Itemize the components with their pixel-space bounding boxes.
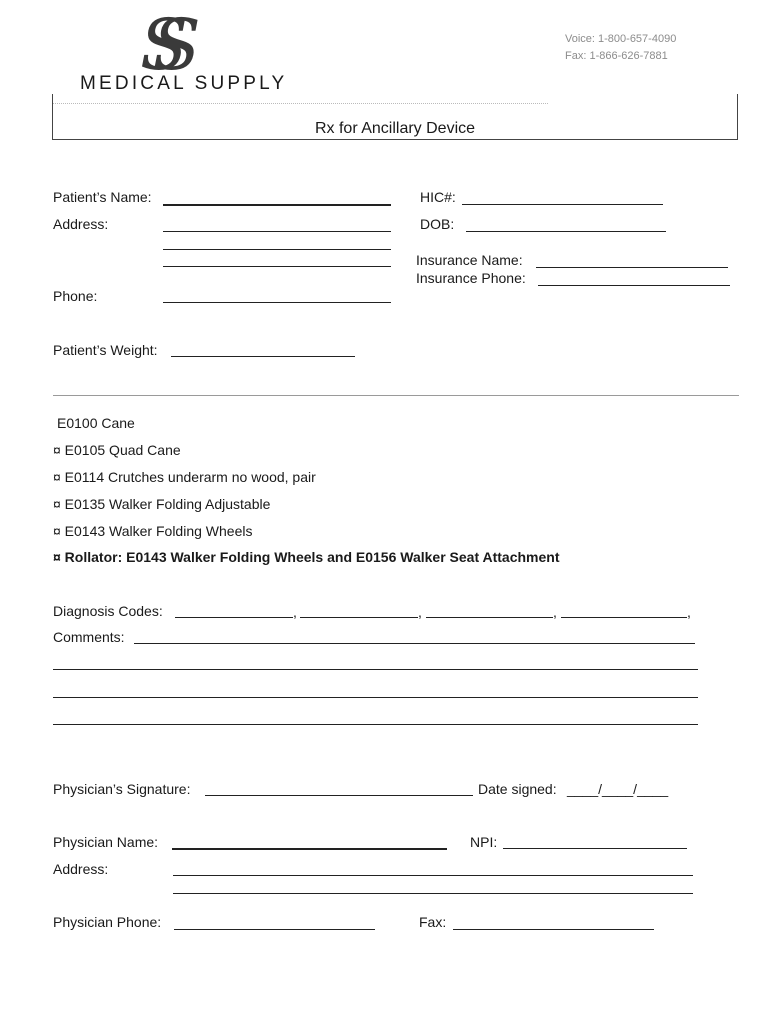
decorative-divider: [53, 103, 548, 104]
diagnosis-separator: ,: [687, 604, 691, 620]
patient-phone-label: Phone:: [53, 288, 98, 304]
device-item-e0105[interactable]: ¤ E0105 Quad Cane: [53, 442, 181, 458]
comments-field-2[interactable]: [53, 669, 698, 670]
diagnosis-code-field-1[interactable]: [175, 617, 293, 618]
contact-voice: Voice: 1-800-657-4090: [565, 33, 677, 45]
patient-address-label: Address:: [53, 216, 109, 232]
patient-address-field-3[interactable]: [163, 266, 391, 267]
diagnosis-code-field-3[interactable]: [426, 617, 553, 618]
patient-address-field-1[interactable]: [163, 231, 391, 232]
comments-label: Comments:: [53, 629, 125, 645]
dob-field[interactable]: [466, 231, 666, 232]
physician-address-label: Address:: [53, 861, 109, 877]
dob-label: DOB:: [420, 216, 455, 232]
insurance-name-label: Insurance Name:: [416, 252, 523, 268]
patient-address-field-2[interactable]: [163, 249, 391, 250]
physician-fax-label: Fax:: [419, 914, 447, 930]
insurance-phone-label: Insurance Phone:: [416, 270, 526, 286]
physician-name-field[interactable]: [172, 848, 447, 850]
diagnosis-separator: ,: [293, 604, 297, 620]
device-item-e0100[interactable]: E0100 Cane: [57, 415, 135, 431]
date-signed-field[interactable]: ____/____/____: [567, 781, 669, 797]
insurance-name-field[interactable]: [536, 267, 728, 268]
diagnosis-separator: ,: [418, 604, 422, 620]
patient-weight-label: Patient’s Weight:: [53, 342, 158, 358]
patient-phone-field[interactable]: [163, 302, 391, 303]
diagnosis-code-field-2[interactable]: [300, 617, 418, 618]
hic-label: HIC#:: [420, 189, 456, 205]
physician-address-field-1[interactable]: [173, 875, 693, 876]
patient-weight-field[interactable]: [171, 356, 355, 357]
section-divider: [53, 395, 739, 396]
logo-name: MEDICAL SUPPLY: [80, 73, 288, 94]
physician-phone-field[interactable]: [174, 929, 375, 930]
hic-field[interactable]: [462, 204, 663, 205]
physician-signature-field[interactable]: [205, 795, 473, 796]
diagnosis-codes-label: Diagnosis Codes:: [53, 603, 163, 619]
physician-fax-field[interactable]: [453, 929, 654, 930]
device-item-rollator[interactable]: ¤ Rollator: E0143 Walker Folding Wheels and E0156 Walker Seat Attachment: [53, 549, 560, 565]
title-box: [52, 94, 738, 140]
physician-phone-label: Physician Phone:: [53, 914, 162, 930]
device-item-e0135[interactable]: ¤ E0135 Walker Folding Adjustable: [53, 496, 271, 512]
diagnosis-code-field-4[interactable]: [561, 617, 687, 618]
npi-label: NPI:: [470, 834, 498, 850]
patient-name-label: Patient’s Name:: [53, 189, 152, 205]
insurance-phone-field[interactable]: [538, 285, 730, 286]
physician-address-field-2[interactable]: [173, 893, 693, 894]
device-item-e0114[interactable]: ¤ E0114 Crutches underarm no wood, pair: [53, 469, 316, 485]
comments-field-3[interactable]: [53, 697, 698, 698]
date-signed-label: Date signed:: [478, 781, 557, 797]
contact-fax: Fax: 1-866-626-7881: [565, 50, 668, 62]
page-title: Rx for Ancillary Device: [314, 120, 476, 137]
logo-monogram: SS: [140, 4, 167, 86]
comments-field-4[interactable]: [53, 724, 698, 725]
comments-field-1[interactable]: [134, 643, 695, 644]
diagnosis-separator: ,: [553, 604, 557, 620]
npi-field[interactable]: [503, 848, 687, 849]
physician-name-label: Physician Name:: [53, 834, 159, 850]
physician-signature-label: Physician’s Signature:: [53, 781, 191, 797]
device-item-e0143[interactable]: ¤ E0143 Walker Folding Wheels: [53, 523, 253, 539]
patient-name-field[interactable]: [163, 204, 391, 206]
